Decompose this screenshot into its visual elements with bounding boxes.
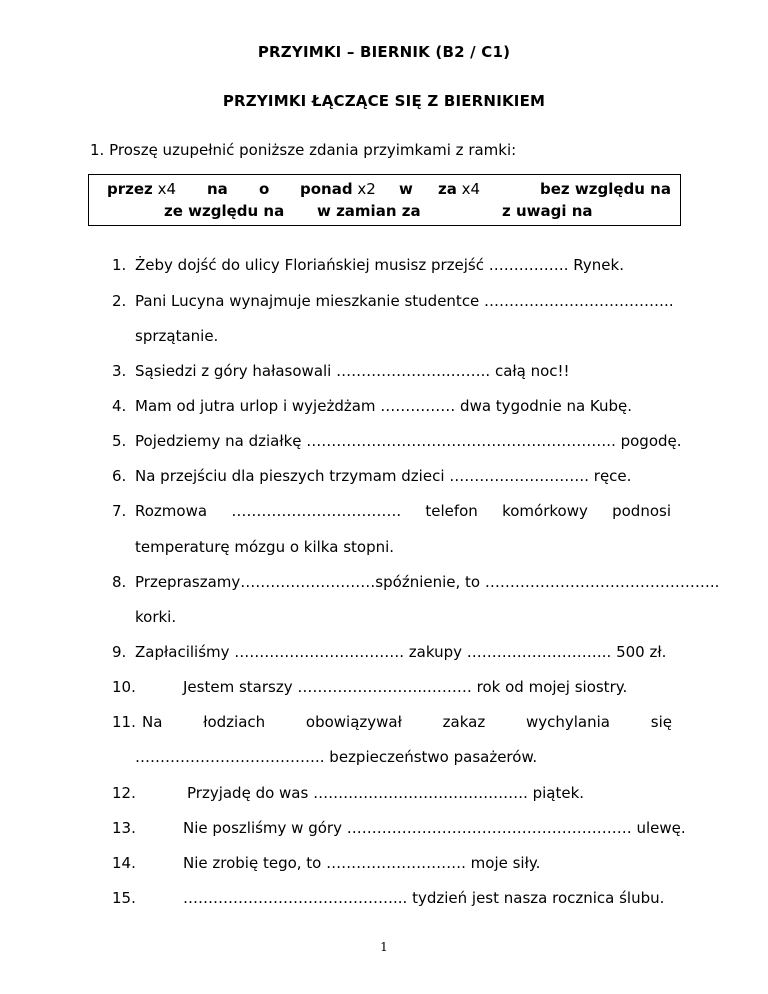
word-w: w <box>399 180 413 198</box>
word-ponad: ponad x2 <box>300 180 376 198</box>
item-number: 11. <box>112 713 136 731</box>
item-number: 3. <box>112 362 127 380</box>
sentence-2-line-2: sprzątanie. <box>135 327 219 345</box>
item-number: 8. <box>112 573 127 591</box>
sentence-4: Mam od jutra urlop i wyjeżdżam …………… dwa tygodnie na Kubę. <box>135 397 633 415</box>
sentence-8-line-1: Przepraszamy………………………spóźnienie, to ……………………………………….. <box>135 573 720 591</box>
sentence-12: Przyjadę do was ……………………………………. piątek. <box>187 784 585 802</box>
word-przez: przez x4 <box>107 180 176 198</box>
item-number: 13. <box>112 819 136 837</box>
word-bez-wzgledu-na: bez względu na <box>540 180 671 198</box>
sentence-5: Pojedziemy na działkę …………………………………………………….. pogodę. <box>135 432 682 450</box>
sentence-11-line-1: Na łodziach obowiązywał zakaz wychylania się <box>142 713 672 731</box>
word-ze-wzgledu-na: ze względu na <box>164 202 285 220</box>
sentence-11-line-2: ……………………………….. bezpieczeństwo pasażerów. <box>135 748 538 766</box>
item-number: 14. <box>112 854 136 872</box>
sentence-1: Żeby dojść do ulicy Floriańskiej musisz przejść ……………. Rynek. <box>135 256 624 274</box>
word-w-zamian-za: w zamian za <box>317 202 421 220</box>
page-number: 1 <box>380 940 388 954</box>
document-title: PRZYIMKI – BIERNIK (B2 / C1) <box>257 43 511 61</box>
sentence-15: ……………………………………... tydzień jest nasza rocznica ślubu. <box>183 889 665 907</box>
item-number: 4. <box>112 397 127 415</box>
sentence-13: Nie poszliśmy w góry ………………………………………………… ulewę. <box>183 819 686 837</box>
item-number: 1. <box>112 256 127 274</box>
sentence-3: Sąsiedzi z góry hałasowali …………………..…….. całą noc!! <box>135 362 570 380</box>
item-number: 10. <box>112 678 136 696</box>
sentence-7-line-2: temperaturę mózgu o kilka stopni. <box>135 538 395 556</box>
document-subtitle: PRZYIMKI ŁĄCZĄCE SIĘ Z BIERNIKIEM <box>222 92 546 110</box>
sentence-10: Jestem starszy ……………………..……… rok od mojej siostry. <box>183 678 628 696</box>
item-number: 2. <box>112 292 127 310</box>
exercise-instruction: 1. Proszę uzupełnić poniższe zdania przyimkami z ramki: <box>90 141 517 159</box>
sentence-8-line-2: korki. <box>135 608 177 626</box>
sentence-14: Nie zrobię tego, to ………………………. moje siły. <box>183 854 541 872</box>
word-o: o <box>259 180 270 198</box>
word-z-uwagi-na: z uwagi na <box>502 202 593 220</box>
word-za: za x4 <box>438 180 481 198</box>
word-box <box>88 174 681 226</box>
sentence-2-line-1: Pani Lucyna wynajmuje mieszkanie studentce ……………………………….. <box>135 292 674 310</box>
item-number: 6. <box>112 467 127 485</box>
item-number: 9. <box>112 643 127 661</box>
item-number: 5. <box>112 432 127 450</box>
item-number: 12. <box>112 784 136 802</box>
sentence-6: Na przejściu dla pieszych trzymam dzieci ………………………. ręce. <box>135 467 632 485</box>
item-number: 7. <box>112 502 127 520</box>
sentence-9: Zapłaciliśmy ……………………………. zakupy ……………………….. 500 zł. <box>135 643 667 661</box>
item-number: 15. <box>112 889 136 907</box>
word-na: na <box>207 180 228 198</box>
sentence-7-line-1: Rozmowa ……………………………. telefon komórkowy podnosi <box>135 502 671 520</box>
